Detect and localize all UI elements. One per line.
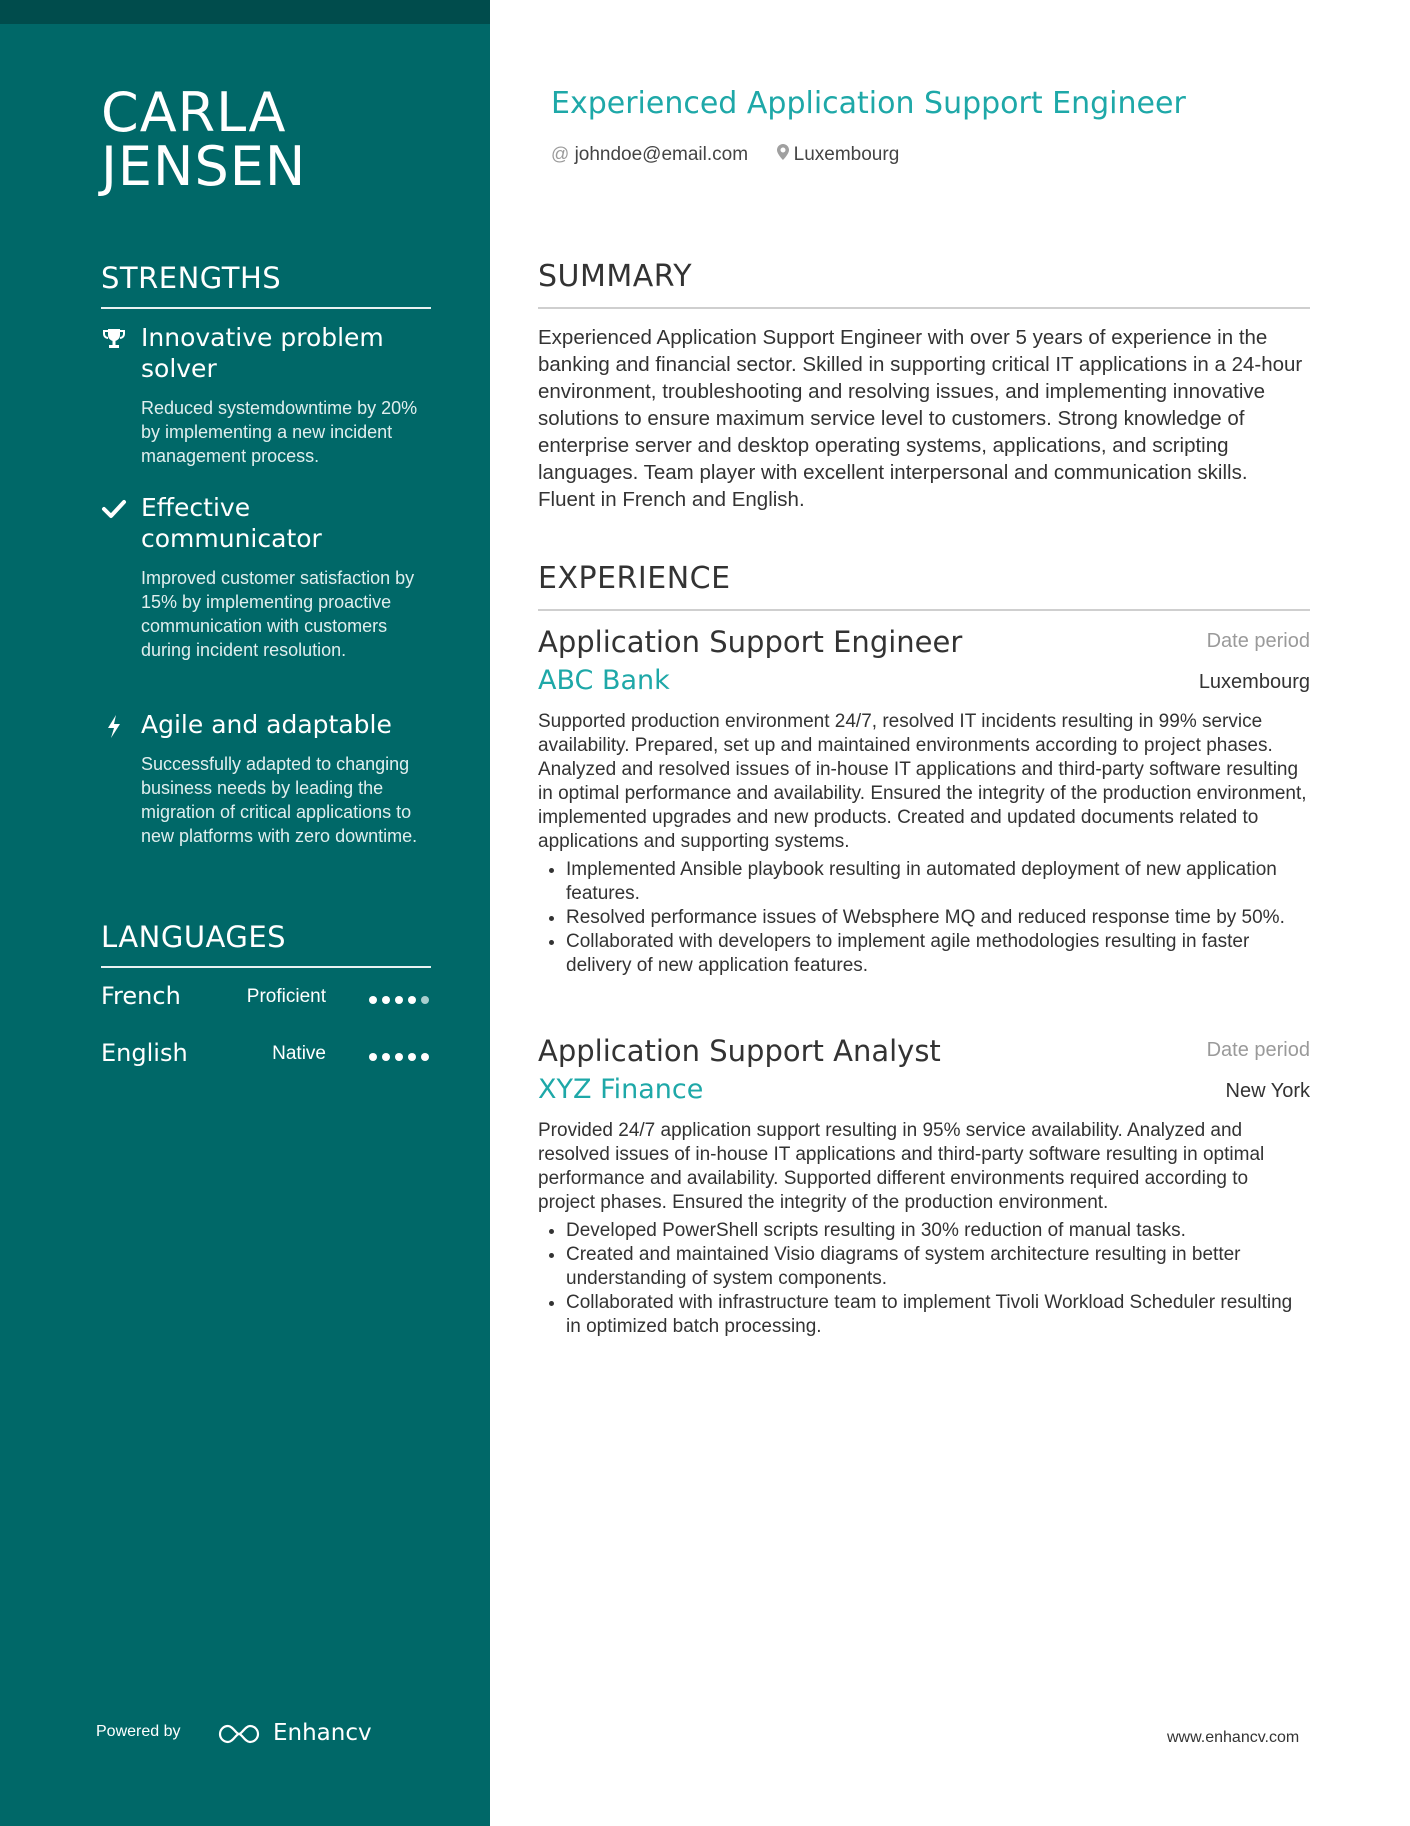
job-date: Date period [1206,1039,1310,1061]
rating-dot [382,1053,390,1061]
job-company: ABC Bank [538,665,670,696]
job-location: Luxembourg [1198,671,1310,693]
language-rating [364,1048,429,1058]
experience-entry [538,1033,1310,1339]
lightning-icon [101,713,127,739]
sidebar-top-bar [0,0,490,24]
enhancv-logo-icon [216,1722,262,1751]
rating-dot [408,996,416,1004]
at-icon: @ [551,144,570,164]
rating-dot [395,1053,403,1061]
rating-dot [421,1053,429,1061]
job-role: Application Support Analyst [538,1034,941,1068]
strengths-heading: STRENGTHS [101,261,431,309]
powered-by-label: Powered by [96,1723,181,1740]
rating-dot [395,996,403,1004]
first-name: CARLA [101,81,287,144]
languages-heading: LANGUAGES [101,920,431,968]
sidebar [0,0,490,1826]
candidate-name [101,81,461,198]
strength-item [101,492,436,662]
summary-text: Experienced Application Support Engineer with over 5 years of experience in the banking and financial sector. Skilled in supporting critical IT applications in a 24-hour environment, troubleshooting and resolving issues, and implementing innovative solutions to ensure maximum service level to customers. Strong knowledge of enterprise server and desktop operating systems, applications, and scripting languages. Team player with excellent interpersonal and communication skills. Fluent in French and English. [538,326,1303,511]
last-name: JENSEN [101,135,307,198]
language-rating [364,991,429,1001]
achievement-item: • Implemented Ansible playbook resulting in automated deployment of new application features. [566,858,1310,906]
job-achievements [538,1219,1310,1339]
rating-dot [369,1053,377,1061]
experience-entry [538,624,1310,978]
language-name: English [101,1039,188,1067]
check-icon [101,496,127,522]
rating-dot [408,1053,416,1061]
professional-title: Experienced Application Support Engineer [551,86,1186,121]
achievement-item: • Resolved performance issues of Websphere MQ and reduced response time by 50%. [566,906,1310,930]
job-description: Supported production environment 24/7, resolved IT incidents resulting in 99% service availability. Prepared, set up and maintained environments according to project phases. Analyzed and resolved issues of in-house IT applications and third-party software resulting in optimal performance and availability. Ensured the integrity of the production environment, implemented upgrades and new products. Created and updated documents related to applications and supporting systems. [538,711,1307,852]
enhancv-brand: Enhancv [273,1720,372,1746]
achievement-item: • Collaborated with infrastructure team to implement Tivoli Workload Scheduler resulting in optimized batch processing. [566,1291,1310,1339]
email[interactable]: johndoe@email.com [574,144,749,165]
achievement-item: • Collaborated with developers to implement agile methodologies resulting in faster delivery of new application features. [566,930,1310,978]
strength-title: Effective communicator [141,493,322,553]
language-row [101,1038,431,1068]
language-name: French [101,982,181,1010]
language-row [101,981,431,1011]
rating-dot [369,996,377,1004]
strength-item [101,709,436,848]
strength-item [101,322,436,468]
trophy-icon [101,326,127,352]
job-company: XYZ Finance [538,1074,704,1105]
rating-dot [382,996,390,1004]
strength-title: Innovative problem solver [141,323,384,383]
rating-dot [421,996,429,1004]
achievement-item: • Developed PowerShell scripts resulting in 30% reduction of manual tasks. [566,1219,1310,1243]
strength-description: Improved customer satisfaction by 15% by implementing proactive communication with customers during incident resolution. [141,568,415,660]
job-location: New York [1225,1080,1310,1102]
location: Luxembourg [793,144,900,165]
job-achievements [538,858,1310,978]
language-level: Native [272,1043,326,1064]
job-description: Provided 24/7 application support resulting in 95% service availability. Analyzed and resolved issues of in-house IT applications and third-party software resulting in optimal performance and availability. Supported different environments required according to project phases. Ensured the integrity of the production environment. [538,1120,1265,1213]
location-pin-icon [777,144,794,164]
experience-heading: EXPERIENCE [538,561,1310,611]
strength-description: Reduced systemdowntime by 20% by implementing a new incident management process. [141,398,418,466]
contact-line [551,144,899,166]
job-date: Date period [1206,630,1310,652]
strength-title: Agile and adaptable [141,710,392,739]
job-role: Application Support Engineer [538,625,963,659]
summary-heading: SUMMARY [538,259,1310,309]
footer-website[interactable]: www.enhancv.com [1167,1729,1300,1746]
language-level: Proficient [246,986,326,1007]
achievement-item: • Created and maintained Visio diagrams of system architecture resulting in better understanding of system components. [566,1243,1310,1291]
strength-description: Successfully adapted to changing business needs by leading the migration of critical applications to new platforms with zero downtime. [141,754,418,846]
